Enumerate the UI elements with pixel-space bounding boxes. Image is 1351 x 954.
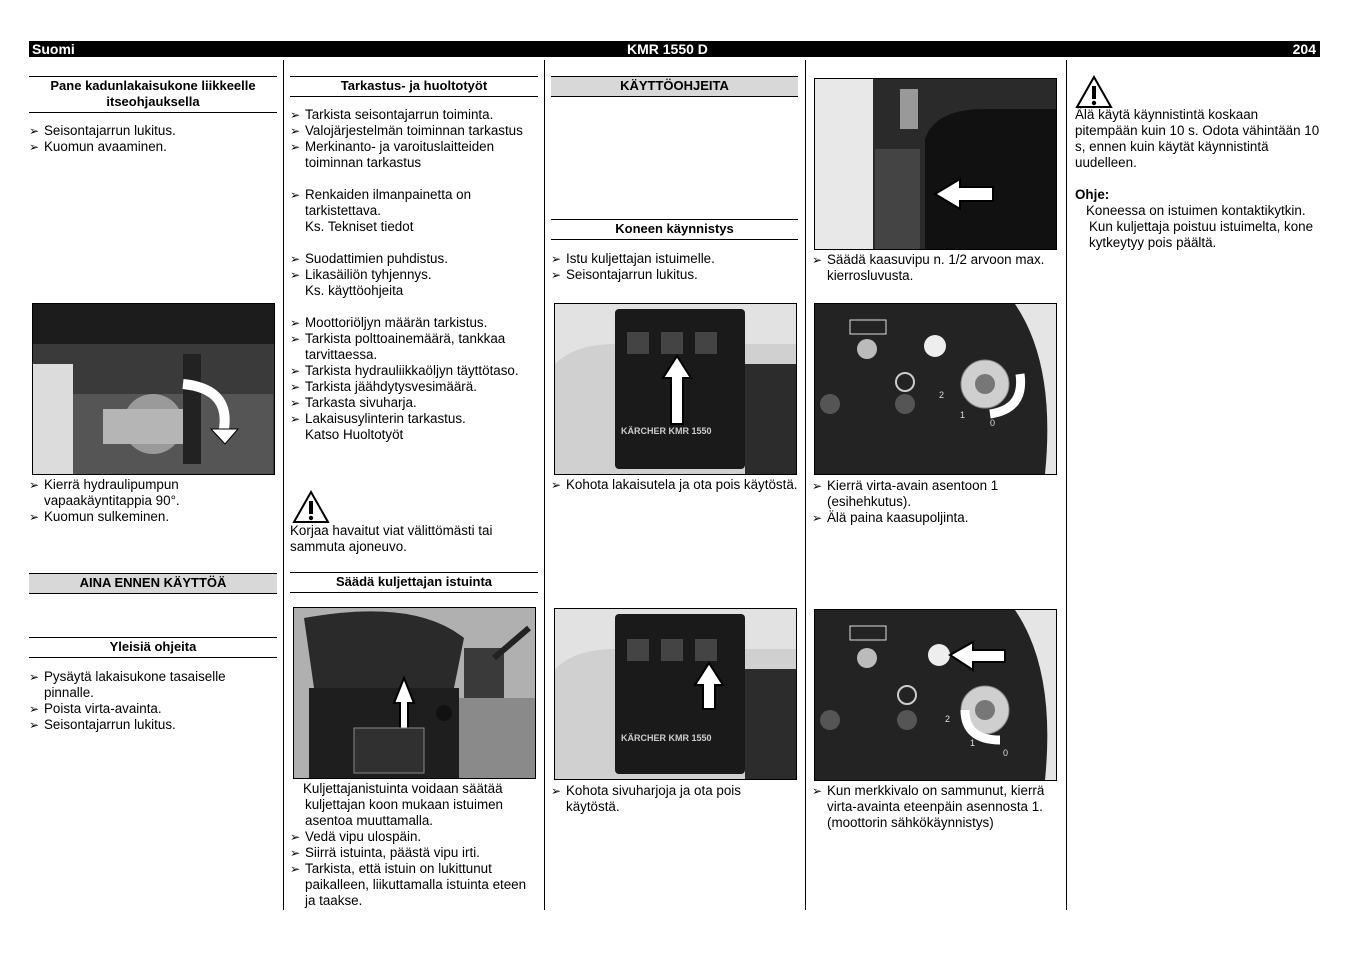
bullet-list — [551, 251, 798, 283]
column-5 — [1075, 60, 1320, 910]
bullet-list — [29, 669, 277, 733]
seat-description — [290, 781, 538, 909]
list-item: ➢ Siirrä istuinta, päästä vipu irti. — [290, 845, 538, 861]
column-1 — [29, 60, 277, 910]
warning-icon — [292, 490, 330, 524]
page-header — [29, 41, 1320, 57]
column-4 — [812, 60, 1060, 910]
photo-driver-seat — [293, 607, 536, 779]
list-item: ➢ Kierrä virta-avain asentoon 1 (esihehkutus). — [812, 478, 1060, 510]
dial-label-0: 0 — [1003, 748, 1009, 758]
bullet-list — [812, 783, 1060, 831]
section-heading-self-propulsion: Pane kadunlakaisukone liikkeelle itseohjauksella — [29, 76, 277, 113]
section-heading-always-before-use: AINA ENNEN KÄYTTÖÄ — [29, 573, 277, 594]
section-heading-maintenance: Tarkastus- ja huoltotyöt — [290, 76, 538, 97]
list-item: ➢ Renkaiden ilmanpainetta on tarkistettava. — [290, 187, 538, 219]
brand-label: KÄRCHER KMR 1550 — [621, 426, 712, 436]
list-item: ➢ Suodattimien puhdistus. — [290, 251, 538, 267]
list-note: Katso Huoltotyöt — [305, 427, 404, 442]
column-divider — [283, 60, 284, 910]
list-item: ➢ Tarkista seisontajarrun toiminta. — [290, 107, 538, 123]
list-item: ➢ Moottoriöljyn määrän tarkistus. — [290, 315, 538, 331]
list-item: ➢ Seisontajarrun lukitus. — [551, 267, 798, 283]
bullet-list — [812, 478, 1060, 526]
photo-ignition-panel-start — [814, 609, 1057, 781]
list-item: ➢ Kuomun sulkeminen. — [29, 509, 277, 525]
list-item: ➢ Säädä kaasuvipu n. 1/2 arvoon max. kierrosluvusta. — [812, 252, 1060, 284]
warning-icon — [1075, 75, 1113, 109]
dial-label-1: 1 — [960, 410, 966, 420]
bullet-list — [551, 477, 798, 493]
section-heading-operation: KÄYTTÖOHJEITA — [551, 76, 798, 97]
brand-label: KÄRCHER KMR 1550 — [621, 733, 712, 743]
list-item: ➢ Merkinanto- ja varoituslaitteiden toiminnan tarkastus — [290, 139, 538, 171]
list-item: ➢ Poista virta-avainta. — [29, 701, 277, 717]
section-heading-general: Yleisiä ohjeita — [29, 637, 277, 658]
list-item: ➢ Tarkasta sivuharja. — [290, 395, 538, 411]
bullet-list — [29, 123, 277, 155]
bullet-list — [812, 252, 1060, 284]
section-heading-seat-adjustment: Säädä kuljettajan istuinta — [290, 572, 538, 593]
warning-text: Korjaa havaitut viat välittömästi tai sammuta ajoneuvo. — [290, 523, 493, 554]
list-item: ➢ Lakaisusylinterin tarkastus. — [290, 411, 538, 427]
bullet-list — [551, 783, 798, 815]
list-item: ➢ Kohota lakaisutela ja ota pois käytöstä. — [551, 477, 798, 493]
dial-label-1: 1 — [970, 738, 976, 748]
list-item: ➢ Kun merkkivalo on sammunut, kierrä virta-avainta eteenpäin asennosta 1. (moottorin sähkökäynnistys) — [812, 783, 1060, 831]
column-2 — [290, 60, 538, 910]
photo-hydraulic-pump — [32, 303, 275, 475]
list-item: ➢ Pysäytä lakaisukone tasaiselle pinnalle. — [29, 669, 277, 701]
photo-switch-panel-side-brush — [554, 608, 797, 780]
list-item: ➢ Kohota sivuharjoja ja ota pois käytöstä. — [551, 783, 798, 815]
dial-label-2: 2 — [945, 714, 951, 724]
list-item: ➢ Istu kuljettajan istuimelle. — [551, 251, 798, 267]
bullet-list — [290, 107, 538, 443]
note-title: Ohje: — [1075, 187, 1110, 202]
column-3 — [551, 60, 798, 910]
list-item: ➢ Tarkista hydrauliikkaöljyn täyttötaso. — [290, 363, 538, 379]
list-item: ➢ Älä paina kaasupoljinta. — [812, 510, 1060, 526]
column-divider — [544, 60, 545, 910]
list-item: ➢ Valojärjestelmän toiminnan tarkastus — [290, 123, 538, 139]
photo-switch-panel-sweeper — [554, 303, 797, 475]
list-item: ➢ Seisontajarrun lukitus. — [29, 123, 277, 139]
header-language: Suomi — [32, 41, 75, 57]
dial-label-2: 2 — [939, 390, 945, 400]
warning-text: Älä käytä käynnistintä koskaan pitempään kuin 10 s. Odota vähintään 10 s, ennen kuin käytät käynnistintä uudelleen. — [1075, 107, 1320, 170]
list-item: ➢ Tarkista, että istuin on lukittunut paikalleen, liikuttamalla istuinta eteen ja taakse. — [290, 861, 538, 909]
dial-label-0: 0 — [990, 418, 996, 428]
photo-ignition-panel-preheat — [814, 303, 1057, 475]
list-note: Ks. Tekniset tiedot — [305, 219, 414, 234]
header-page-number: 204 — [1292, 41, 1316, 57]
list-item: ➢ Kierrä hydraulipumpun vapaakäyntitappia 90°. — [29, 477, 277, 509]
photo-throttle-lever — [814, 78, 1057, 250]
list-item: ➢ Likasäiliön tyhjennys. — [290, 267, 538, 283]
list-note: Ks. käyttöohjeita — [305, 283, 404, 298]
note-text: Koneessa on istuimen kontaktikytkin. Kun kuljettaja poistuu istuimelta, kone kytkeytyy pois päältä. — [1086, 203, 1314, 250]
list-item: ➢ Seisontajarrun lukitus. — [29, 717, 277, 733]
column-divider — [1066, 60, 1067, 910]
list-item: ➢ Tarkista jäähdytysvesimäärä. — [290, 379, 538, 395]
list-item: ➢ Tarkista polttoainemäärä, tankkaa tarvittaessa. — [290, 331, 538, 363]
section-heading-starting: Koneen käynnistys — [551, 219, 798, 240]
header-model: KMR 1550 D — [627, 41, 708, 57]
list-item: ➢ Kuomun avaaminen. — [29, 139, 277, 155]
list-item: ➢ Vedä vipu ulospäin. — [290, 829, 538, 845]
column-divider — [805, 60, 806, 910]
seat-intro: Kuljettajanistuinta voidaan säätää kuljettajan koon mukaan istuimen asentoa muuttamalla. — [303, 781, 503, 828]
bullet-list — [29, 477, 277, 525]
